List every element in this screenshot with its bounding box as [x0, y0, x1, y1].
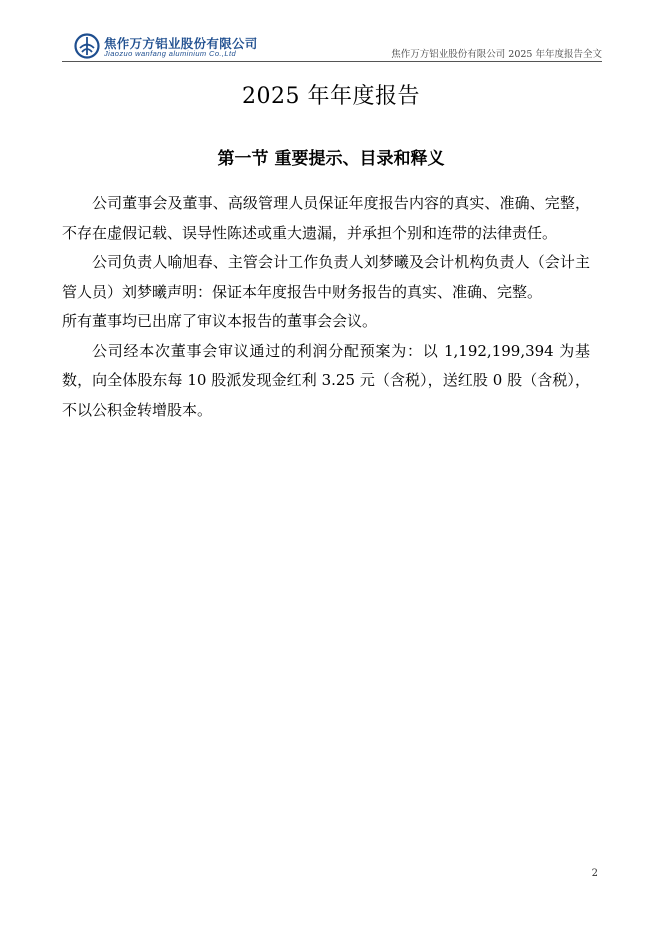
section-title: 第一节 重要提示、目录和释义 — [217, 149, 445, 169]
header-document-title: 焦作万方铝业股份有限公司 2025 年年度报告全文 — [391, 49, 602, 60]
header-divider — [62, 61, 602, 62]
document-title: 2025 年年度报告 — [242, 84, 420, 109]
company-logo — [74, 33, 264, 61]
document-body — [62, 189, 590, 425]
page-header — [62, 32, 602, 62]
logo-chinese-name: 焦作万方铝业股份有限公司 — [104, 36, 258, 51]
page-number: 2 — [591, 868, 598, 879]
paragraph-board-guarantee: 公司董事会及董事、高级管理人员保证年度报告内容的真实、准确、完整，不存在虚假记载、误导性陈述或重大遗漏，并承担个别和连带的法律责任。 — [62, 194, 590, 242]
paragraph-profit-distribution: 公司经本次董事会审议通过的利润分配预案为：以 1,192,199,394 为基数，向全体股东每 10 股派发现金红利 3.25 元（含税），送红股 0 股（含税），不以公积金转增股本。 — [62, 341, 590, 419]
company-logo-icon — [74, 33, 100, 59]
paragraph-responsible-persons: 公司负责人喻旭春、主管会计工作负责人刘梦曦及会计机构负责人（会计主管人员）刘梦曦声明：保证本年度报告中财务报告的真实、准确、完整。 — [62, 253, 590, 301]
logo-english-name: Jiaozuo wanfang aluminium Co.,Ltd — [104, 49, 237, 58]
paragraph-directors-attendance: 所有董事均已出席了审议本报告的董事会会议。 — [62, 312, 378, 330]
